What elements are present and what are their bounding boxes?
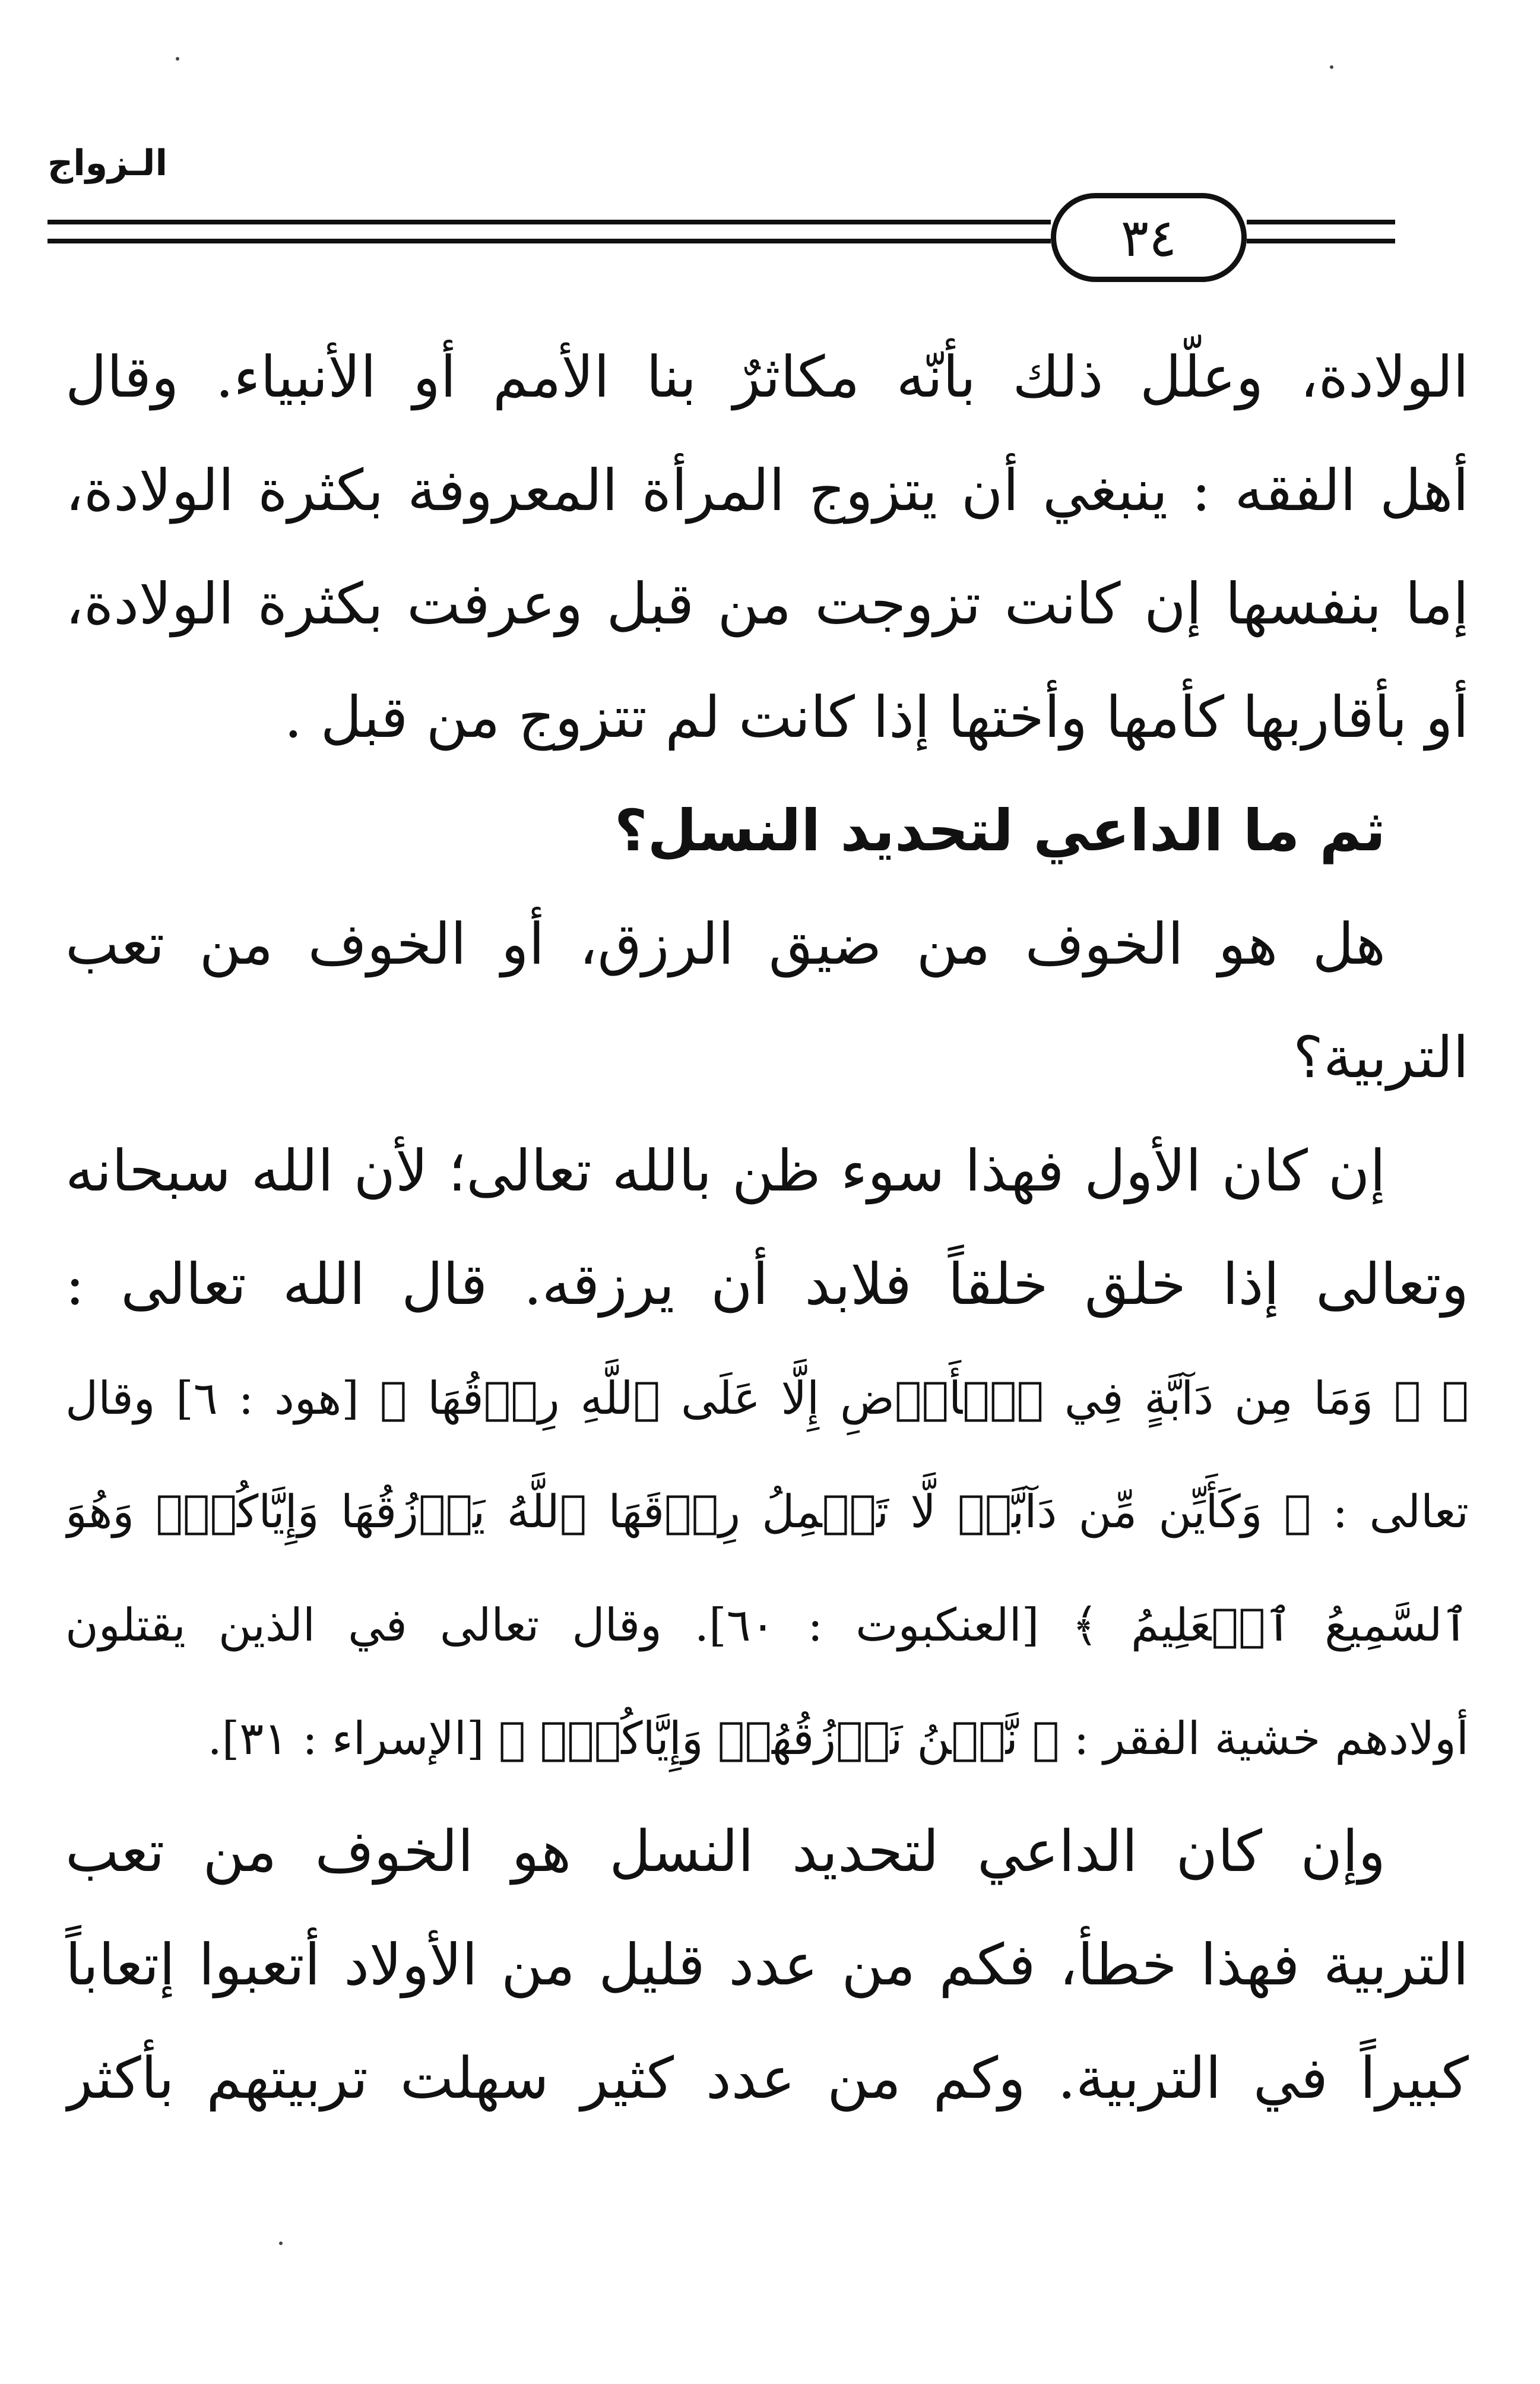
text-line: الولادة، وعلّل ذلك بأنّه مكاثرٌ بنا الأمم أو الأنبياء. وقال (65, 344, 1469, 410)
scan-speck (176, 57, 179, 61)
text-line: أهل الفقه : ينبغي أن يتزوج المرأة المعروفة بكثرة الولادة، (65, 457, 1469, 524)
page-body (65, 321, 1469, 2135)
page-number: ٣٤ (1120, 207, 1177, 268)
section-question-heading: ثم ما الداعي لتحديد النسل؟ (614, 797, 1386, 864)
text-line: هل هو الخوف من ضيق الرزق، أو الخوف من تعب (65, 911, 1386, 977)
scan-speck (1330, 65, 1333, 69)
text-line: أو بأقاربها كأمها وأختها إذا كانت لم تتزوج من قبل . (284, 684, 1469, 751)
header-rule-left-top (47, 220, 1051, 224)
quran-quote-line: ٱلسَّمِيعُ ٱلۡعَلِيمُ ﴾ [العنكبوت : ٦٠]. وقال تعالى في الذين يقتلون (65, 1598, 1469, 1651)
quran-quote-line: ﴿ ۞ وَمَا مِن دَآبَّةٍ فِي ٱلۡأَرۡضِ إِلَّا عَلَى ٱللَّهِ رِزۡقُهَا ﴾ [هود : ٦] وقال (65, 1372, 1469, 1424)
scan-speck (279, 2241, 283, 2245)
text-line: التربية فهذا خطأ، فكم من عدد قليل من الأولاد أتعبوا إتعاباً (65, 1932, 1469, 1998)
header-rule-left-bottom (47, 239, 1051, 243)
text-line: إن كان الأول فهذا سوء ظن بالله تعالى؛ لأن الله سبحانه (65, 1138, 1386, 1204)
text-line: وإن كان الداعي لتحديد النسل هو الخوف من تعب (65, 1818, 1386, 1885)
header-rule-right-bottom (1247, 239, 1395, 243)
text-line: وتعالى إذا خلق خلقاً فلابد أن يرزقه. قال الله تعالى : (65, 1251, 1469, 1318)
header-rule-right-top (1247, 220, 1395, 224)
chapter-title: الـزواج (47, 143, 168, 184)
quran-quote-line: أولادهم خشية الفقر : ﴿ نَّحۡنُ نَرۡزُقُهُمۡ وَإِيَّاكُمۡۚ ﴾ [الإسراء : ٣١]. (207, 1712, 1469, 1765)
quran-quote-line: تعالى : ﴿ وَكَأَيِّن مِّن دَآبَّةٖ لَّا تَحۡمِلُ رِزۡقَهَا ٱللَّهُ يَرۡزُقُهَا وَإِيَّاكُمۡۚ وَهُوَ (65, 1485, 1469, 1538)
text-line: إما بنفسها إن كانت تزوجت من قبل وعرفت بكثرة الولادة، (65, 571, 1469, 637)
page-number-badge (1051, 193, 1247, 282)
text-line: كبيراً في التربية. وكم من عدد كثير سهلت تربيتهم بأكثر (65, 2045, 1469, 2111)
text-line: التربية؟ (1293, 1024, 1469, 1091)
